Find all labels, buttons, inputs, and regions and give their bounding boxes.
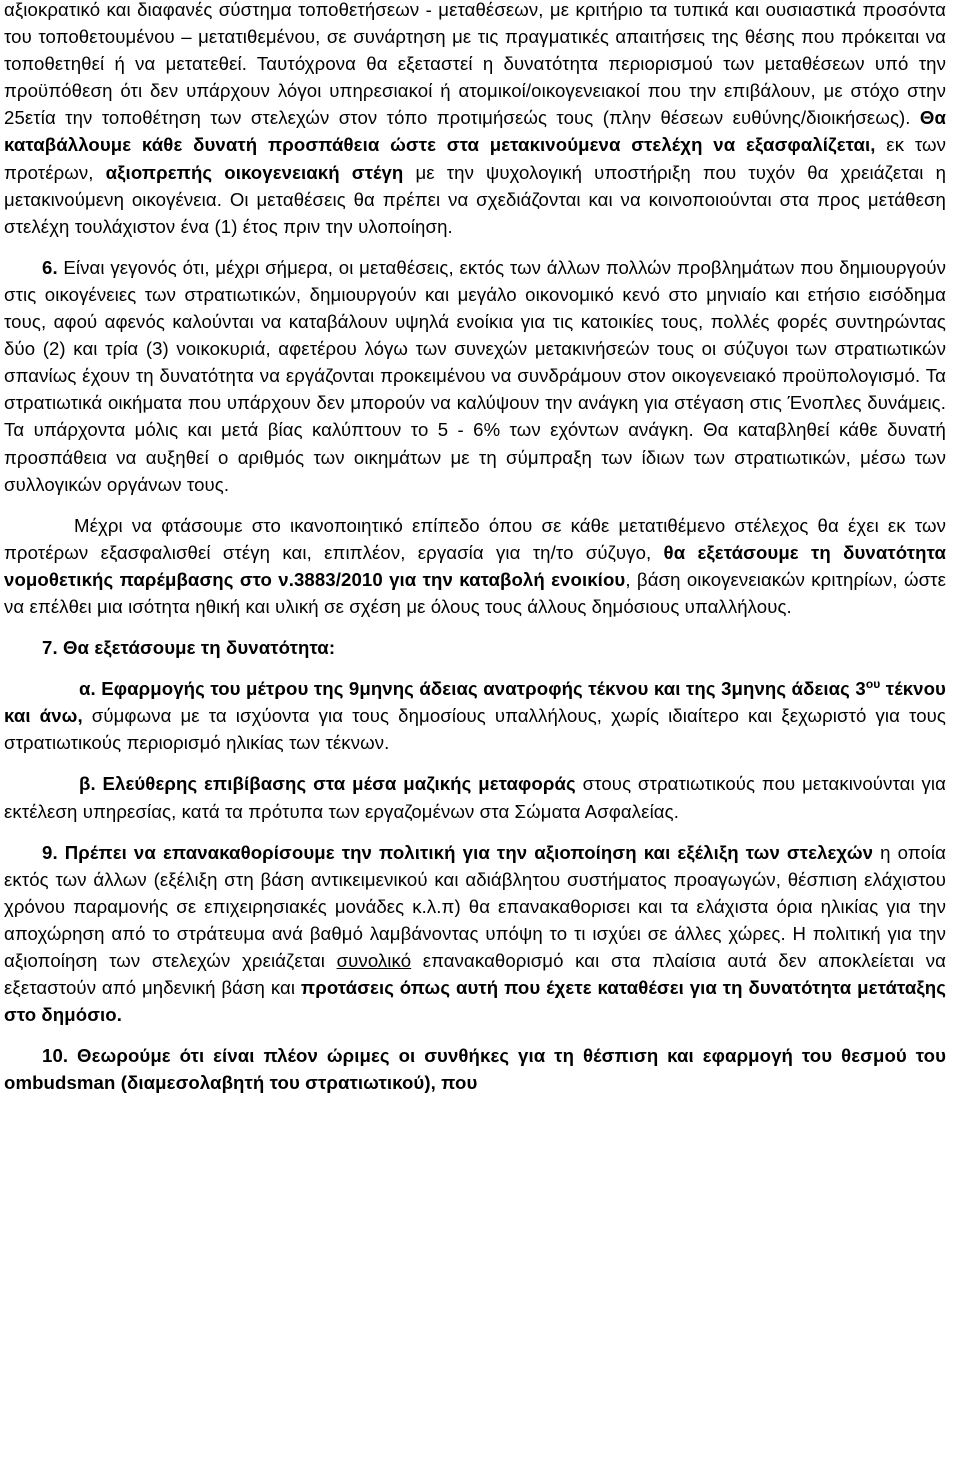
- bold-segment: προτάσεις όπως αυτή που έχετε καταθέσει για τη δυνατότητα μετάταξης στο δημόσιο.: [4, 977, 946, 1026]
- text-segment: σύμφωνα με τα ισχύοντα για τους δημοσίους υπαλλήλους, χωρίς ιδιαίτερο και ξεχωριστό για τους στρατιωτικούς περιορισμό ηλικίας των τέκνων.: [4, 705, 946, 754]
- bold-segment: α. Εφαρμογής του μέτρου της 9μηνης άδειας ανατροφής τέκνου και της 3μηνης άδειας 3: [79, 678, 866, 700]
- paragraph-7a: [4, 675, 946, 756]
- bold-segment: 10. Θεωρούμε ότι είναι πλέον ώριμες οι συνθήκες για τη θέσπιση και εφαρμογή του θεσμού του ombudsman (διαμεσολαβητή του στρατιωτικού), που: [4, 1045, 946, 1094]
- paragraph-placements: [4, 0, 946, 240]
- bold-segment: 9. Πρέπει να επανακαθορίσουμε την πολιτική για την αξιοποίηση και εξέλιξη των στελεχών: [42, 841, 874, 863]
- text-segment: , βάση οικογενειακών κριτηρίων, ώστε να επέλθει μια ισότητα ηθική και υλική σε σχέση με όλους τους άλλους δημόσιους υπαλλήλους.: [4, 568, 946, 617]
- paragraph-6: [4, 254, 946, 498]
- paragraph-rent: [4, 512, 946, 620]
- paragraph-10: [4, 1042, 946, 1096]
- paragraph-number: 6.: [42, 256, 58, 278]
- underlined-segment: συνολικό: [336, 950, 412, 971]
- bold-segment: τέκνου και άνω,: [4, 678, 946, 727]
- text-segment: στους στρατιωτικούς που μετακινούνται για εκτέλεση υπηρεσίας, κατά τα πρότυπα των εργαζομένων στα Σώματα Ασφαλείας.: [4, 773, 947, 822]
- bold-segment: θα εξετάσουμε τη δυνατότητα νομοθετικής παρέμβασης στο ν.3883/2010 για την καταβολή ενοικίου: [4, 541, 946, 590]
- bold-segment: β. Ελεύθερης επιβίβασης στα μέσα μαζικής μεταφοράς: [79, 773, 576, 795]
- text-segment: Είναι γεγονός ότι, μέχρι σήμερα, οι μεταθέσεις, εκτός των άλλων πολλών προβλημάτων που δημιουργούν στις οικογένειες των στρατιωτικών, δημιουργούν και μεγάλο οικονομικό κενό στο μηνιαίο και ετήσιο εισόδημα τους, αφού αφενός καλούνται να καταβάλουν υψηλά ενοίκια για τις κατοικίες τους, πολλές φορές συντηρώντας δύο (2) και τρία (3) νοικοκυριά, αφετέρου λόγω των συνεχών μετακινήσεών τους οι σύζυγοι των στρατιωτικών σπανίως έχουν τη δυνατότητα να εργάζονται προκειμένου να συνδράμουν στον οικογενειακό προϋπολογισμό. Τα στρατιωτικά οικήματα που υπάρχουν δεν μπορούν να καλύψουν την ανάγκη για στέγαση στις Ένοπλες δυνάμεις. Τα υπάρχοντα μόλις και μετά βίας καλύπτουν το 5 - 6% των εχόντων ανάγκη. Θα καταβληθεί κάθε δυνατή προσπάθεια να αυξηθεί ο αριθμός των οικημάτων με τη σύμπραξη των ίδιων των στρατιωτικών, μέσω των συλλογικών οργάνων τους.: [4, 256, 946, 495]
- text-segment: η οποία εκτός των άλλων (εξέλιξη στη βάση αντικειμενικού και αδιάβλητου συστήματος προαγωγών, θέσπιση ελάχιστου χρόνου παραμονής σε επιχειρησιακές μονάδες κ.λ.π) θα επανακαθορισει και τα ελάχιστα όρια ηλικίας για την αποχώρηση από το στράτευμα ανά βαθμό λαμβάνοντας υπόψη το τι ισχύει σε άλλες χώρες. Η πολιτική για την αξιοποίηση των στελεχών χρειάζεται: [4, 841, 946, 971]
- text-segment: αξιοκρατικό και διαφανές σύστημα τοποθετήσεων - μεταθέσεων, με κριτήριο τα τυπικά και ουσιαστικά προσόντα του τοποθετουμένου – μετατιθεμένου, σε συνάρτηση με τις πραγματικές απαιτήσεις της θέσης που πρόκειται να τοποθετηθεί ή να μετατεθεί. Ταυτόχρονα θα εξεταστεί η δυνατότητα περιορισμού των μεταθέσεων υπό την προϋπόθεση ότι δεν υπάρχουν λόγοι υπηρεσιακοί ή ατομικοί/οικογενειακοί που την επιβάλουν, με στόχο στην 25ετία την τοποθέτηση των στελεχών στον τόπο προτιμήσεώς τους (πλην θέσεων ευθύνης/διοικήσεως).: [4, 0, 946, 129]
- text-segment: επανακαθορισμό και στα πλαίσια αυτά δεν αποκλείεται να εξεταστούν από μηδενική βάση και: [4, 950, 946, 999]
- bold-segment: αξιοπρεπής οικογενειακή στέγη: [105, 161, 404, 183]
- paragraph-7b: [4, 770, 946, 824]
- text-segment: με την ψυχολογική υποστήριξη που τυχόν θα χρειάζεται η μετακινούμενη οικογένεια. Οι μεταθέσεις θα πρέπει να σχεδιάζονται και να κοινοποιούνται στα προς μετάθεση στελέχη τουλάχιστον ένα (1) έτος πριν την υλοποίηση.: [4, 161, 947, 237]
- bold-segment: Θα καταβάλλουμε κάθε δυνατή προσπάθεια ώστε στα μετακινούμενα στελέχη να εξασφαλίζεται,: [4, 107, 946, 156]
- section-heading: 7. Θα εξετάσουμε τη δυνατότητα:: [42, 637, 336, 659]
- superscript: ου: [865, 677, 881, 692]
- text-segment: Μέχρι να φτάσουμε στο ικανοποιητικό επίπεδο όπου σε κάθε μετατιθέμενο στέλεχος θα έχει εκ των προτέρων εξασφαλισθεί στέγη και, επιπλέον, εργασία για τη/το σύζυγο,: [4, 514, 946, 563]
- text-segment: εκ των προτέρων,: [4, 134, 947, 183]
- paragraph-7-heading: [4, 634, 946, 661]
- paragraph-9: [4, 839, 946, 1029]
